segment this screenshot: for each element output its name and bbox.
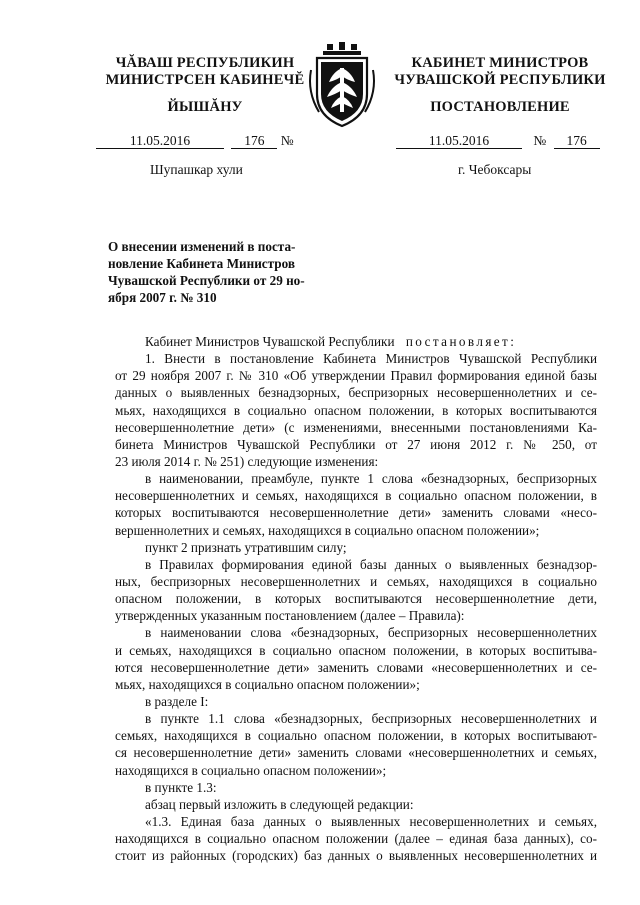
document-body: [115, 333, 597, 864]
subject-line: Чувашской Республики от 29 но-: [108, 273, 305, 288]
body-line: которых воспитываются несовершеннолетние дети» заменить словами «несо-: [115, 505, 597, 521]
header-right: [385, 55, 615, 89]
body-line: ся несовершеннолетние дети» заменить словами «несовершеннолетних и семьях,: [115, 745, 597, 761]
city-right: г. Чебоксары: [458, 162, 532, 177]
body-line: бинета Министров Чувашской Республики от 27 июня 2012 г. № 250, от: [115, 436, 597, 452]
date-left: 11.05.2016: [96, 133, 224, 149]
body-line: абзац первый изложить в следующей редакции:: [145, 796, 414, 812]
body-line: в пункте 1.3:: [145, 779, 217, 795]
body-line: находящихся в социально опасном положении»;: [115, 762, 387, 778]
body-line: ных, беспризорных несовершеннолетних и семьях, находящихся в социально: [115, 573, 597, 589]
subject-line: новление Кабинета Министров: [108, 256, 296, 271]
body-line: вершеннолетних и семьях, находящихся в социально опасном положении»;: [115, 522, 540, 538]
body-line: данных о выявленных безнадзорных, беспризорных несовершеннолетних и се-: [115, 385, 597, 401]
body-line: семьях, находящихся в социально опасном положении, в которых воспитывают-: [115, 728, 597, 744]
body-line: стоит из районных (городских) баз данных о выявленных несовершеннолетних и: [115, 848, 597, 864]
body-line: в наименовании, преамбуле, пункте 1 слова «безнадзорных, беспризорных: [145, 471, 597, 487]
coat-of-arms-icon: [305, 42, 379, 130]
header-right-line2: ЧУВАШСКОЙ РЕСПУБЛИКИ: [394, 72, 606, 88]
body-line: и семьях, находящихся в социально опасном положении, в которых воспитыва-: [115, 642, 597, 658]
header-left: [95, 55, 315, 89]
coat-of-arms-emblem: [305, 42, 379, 130]
body-line: мьях, находящихся в социально опасном положении»;: [115, 676, 420, 692]
body-line: несовершеннолетние дети» (с изменениями, внесенными постановлениями Ка-: [115, 419, 597, 435]
header-right-line1: КАБИНЕТ МИНИСТРОВ: [411, 55, 589, 71]
body-line: в Правилах формирования единой базы данных о выявленных безнадзор-: [145, 556, 597, 572]
body-line: мьях, находящихся в социально опасном положении, в которых воспитываются: [115, 402, 597, 418]
body-line: несовершеннолетних и семьях, находящихся в социально опасном положении, в: [115, 488, 597, 504]
body-line: в наименовании слова «безнадзорных, беспризорных несовершеннолетних: [145, 625, 597, 641]
city-left: Шупашкар хули: [150, 162, 243, 177]
body-line: пункт 2 признать утратившим силу;: [145, 539, 347, 555]
date-right: 11.05.2016: [396, 133, 522, 149]
number-sign-left: №: [280, 133, 294, 148]
date-line-left: [96, 133, 294, 149]
body-line: утвержденных указанным постановлением (далее – Правила):: [115, 608, 465, 624]
header-left-doc-type: ЙЫШĂНУ: [167, 99, 243, 115]
number-left: 176: [231, 133, 277, 149]
intro-prefix: Кабинет Министров Чувашской Республики: [145, 334, 395, 349]
subject-line: О внесении изменений в поста-: [108, 239, 296, 254]
header-left-line1: ЧĂВАШ РЕСПУБЛИКИН: [115, 55, 295, 71]
body-line: от 29 ноября 2007 г. № 310 «Об утверждении Правил формирования единой базы: [115, 368, 597, 384]
body-line: опасном положении, в которых воспитываются несовершеннолетние дети,: [115, 591, 597, 607]
body-line: в пункте 1.1 слова «безнадзорных, беспризорных несовершеннолетних и: [145, 711, 597, 727]
body-line: «1.3. Единая база данных о выявленных несовершеннолетних и семьях,: [145, 813, 597, 829]
header-left-line2: МИНИСТРСЕН КАБИНЕЧĔ: [105, 72, 305, 88]
date-line-right: [396, 133, 600, 149]
header-right-doc-type: ПОСТАНОВЛЕНИЕ: [430, 99, 570, 115]
subject-line: ября 2007 г. № 310: [108, 290, 217, 305]
body-line: ются несовершеннолетние дети» заменить словами «несовершеннолетних и се-: [115, 659, 597, 675]
body-line: в разделе I:: [145, 693, 209, 709]
number-sign-right: №: [533, 133, 547, 148]
document-subject: [108, 238, 328, 306]
body-line: 23 июля 2014 г. № 251) следующие изменения:: [115, 453, 379, 469]
intro-verb: постановляет:: [405, 334, 517, 349]
body-line: находящихся в социально опасном положении (далее – единая база данных), со-: [115, 831, 597, 847]
number-right: 176: [554, 133, 600, 149]
body-intro: [115, 333, 597, 350]
body-line: 1. Внести в постановление Кабинета Министров Чувашской Республики: [145, 351, 597, 367]
